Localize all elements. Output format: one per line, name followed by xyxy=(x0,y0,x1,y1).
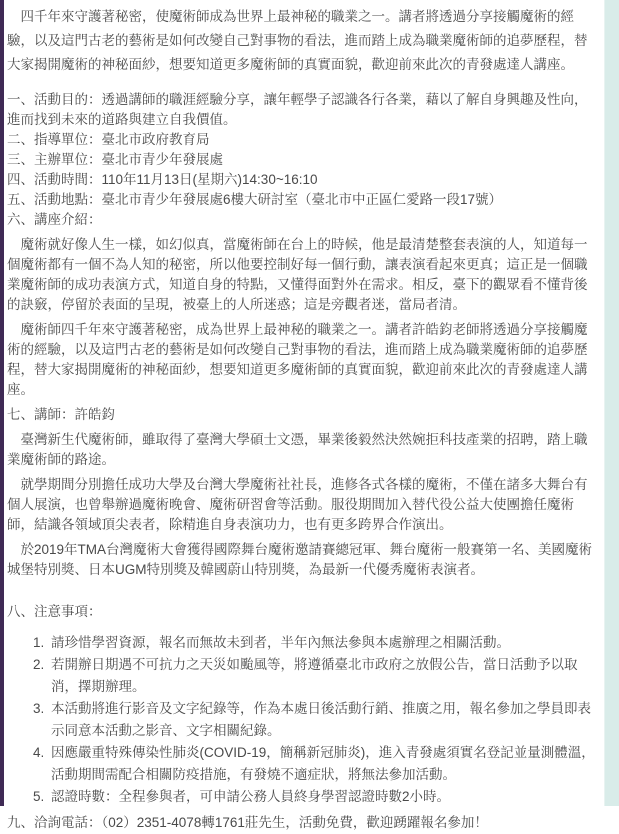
note-number: 4. xyxy=(33,745,45,760)
note-item-4 xyxy=(33,742,597,786)
note-number: 2. xyxy=(33,657,45,672)
announcement-body xyxy=(4,0,601,834)
lecturer-bio-paragraph-3: 於2019年TMA台灣魔術大會獲得國際舞台魔術邀請賽總冠軍、舞台魔術一般賽第一名、美國魔術城堡特別獎、日本UGM特別獎及韓國蔚山特別獎，為最新一代優秀魔術表演者。 xyxy=(7,542,593,577)
note-item-3 xyxy=(33,698,597,742)
note-text: 因應嚴重特殊傳染性肺炎(COVID-19，簡稱新冠肺炎)，進入青發處須實名登記並量測體溫，活動期間需配合相關防疫措施，有發燒不適症狀，將無法參加活動。 xyxy=(51,745,595,782)
note-number: 3. xyxy=(33,701,45,716)
intro-paragraph: 四千年來守護著秘密，使魔術師成為世界上最神秘的職業之一。講者將透過分享接觸魔術的經驗，以及這門古老的藝術是如何改變自己對事物的看法，進而踏上成為職業魔術師的追夢歷程，替大家揭開魔術的神秘面紗，想要知道更多魔術師的真實面貌，歡迎前來此次的青發處達人講座。 xyxy=(7,9,588,72)
note-text: 請珍惜學習資源，報名而無故未到者，半年內無法參與本處辦理之相關活動。 xyxy=(51,635,510,650)
item-lecture-intro-heading: 六、講座介紹： xyxy=(7,212,102,227)
notes-heading: 八、注意事項： xyxy=(7,604,102,619)
lecturer-heading: 七、講師：許皓鈞 xyxy=(7,407,115,422)
item-supervising-unit: 二、指導單位：臺北市政府教育局 xyxy=(7,132,210,147)
lecture-intro-paragraph-2: 魔術師四千年來守護著秘密，成為世界上最神秘的職業之一。講者許皓鈞老師將透過分享接觸魔術的經驗，以及這門古老的藝術是如何改變自己對事物的看法，進而踏上成為職業魔術師的追夢歷程，替大家揭開魔術的神秘面紗，想要知道更多魔術師的真實面貌，歡迎前來此次的青發處達人講座。 xyxy=(7,322,588,397)
contact-phone-line: 九、洽詢電話：（02）2351-4078轉1761莊先生，活動免費，歡迎踴躍報名參加！ xyxy=(7,815,488,830)
note-text: 若開辦日期遇不可抗力之天災如颱風等，將遵循臺北市政府之放假公告，當日活動予以取消，擇期辦理。 xyxy=(51,657,578,694)
note-item-5 xyxy=(33,786,597,808)
item-activity-time: 四、活動時間：110年11月13日(星期六)14:30~16:10 xyxy=(7,172,318,187)
note-number: 5. xyxy=(33,789,45,804)
item-activity-purpose: 一、活動目的：透過講師的職涯經驗分享，讓年輕學子認識各行各業，藉以了解自身興趣及性向，進而找到未來的道路與建立自我價值。 xyxy=(7,92,588,127)
notes-list xyxy=(7,632,597,808)
note-item-1 xyxy=(33,632,597,654)
item-organizing-unit: 三、主辦單位：臺北市青少年發展處 xyxy=(7,152,223,167)
item-activity-location: 五、活動地點：臺北市青少年發展處6樓大研討室（臺北市中正區仁愛路一段17號） xyxy=(7,192,503,207)
lecture-intro-paragraph-1: 魔術就好像人生一樣，如幻似真，當魔術師在台上的時候，他是最清楚整套表演的人，知道每一個魔術都有一個不為人知的秘密，所以他要控制好每一個行動，讓表演看起來更真；這正是一個職業魔術師的成功表演方式，知道自身的特點，又懂得面對外在需求。相反，臺下的觀眾看不懂背後的訣竅，停留於表面的呈現，被臺上的人所迷惑；這是旁觀者迷，當局者清。 xyxy=(7,237,588,312)
note-text: 本活動將進行影音及文字紀錄等，作為本處日後活動行銷、推廣之用，報名參加之學員即表示同意本活動之影音、文字相關紀錄。 xyxy=(51,701,591,738)
note-item-2 xyxy=(33,654,597,698)
right-edge-strip xyxy=(604,0,619,806)
note-number: 1. xyxy=(33,635,45,650)
lecturer-bio-paragraph-2: 就學期間分別擔任成功大學及台灣大學魔術社社長，進修各式各樣的魔術，不僅在諸多大舞台有個人展演，也曾舉辦過魔術晚會、魔術研習會等活動。服役期間加入替代役公益大使團擔任魔術師，結識各領域頂尖表者，除精進自身表演功力，也有更多跨界合作演出。 xyxy=(7,477,588,532)
lecturer-bio-paragraph-1: 臺灣新生代魔術師，雖取得了臺灣大學碩士文憑，畢業後毅然決然婉拒科技產業的招聘，踏上職業魔術師的路途。 xyxy=(7,432,588,467)
note-text: 認證時數：全程參與者，可申請公務人員終身學習認證時數2小時。 xyxy=(51,789,451,804)
